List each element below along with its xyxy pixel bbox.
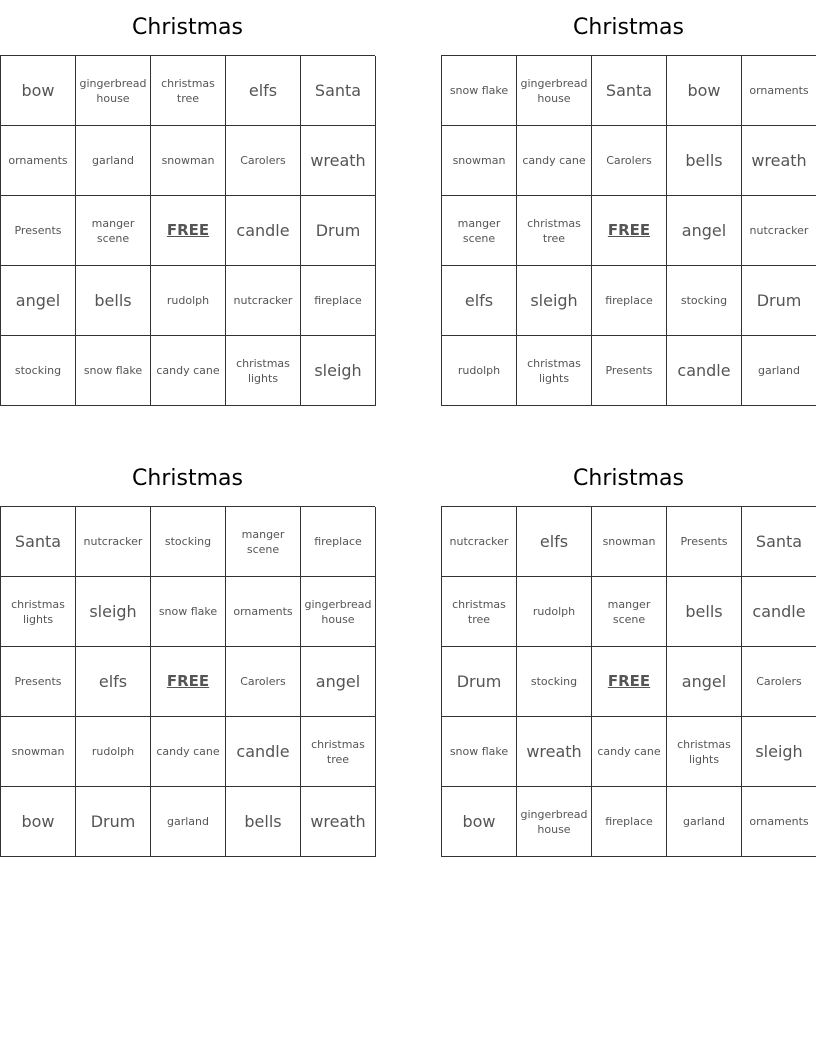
bingo-cell[interactable]: Santa [1,507,76,577]
bingo-cell[interactable]: snow flake [151,577,226,647]
bingo-cell[interactable]: christmas tree [442,577,517,647]
bingo-cell[interactable]: snowman [1,717,76,787]
bingo-cell[interactable]: ornaments [1,126,76,196]
bingo-cell[interactable]: christmas lights [517,336,592,406]
bingo-cell[interactable]: stocking [667,266,742,336]
bingo-cell[interactable]: wreath [301,787,376,857]
bingo-cell[interactable]: manger scene [592,577,667,647]
bingo-cell[interactable]: bells [226,787,301,857]
bingo-cell[interactable]: rudolph [442,336,517,406]
bingo-cell[interactable]: wreath [742,126,816,196]
bingo-cell[interactable]: candy cane [151,336,226,406]
bingo-cell[interactable]: stocking [517,647,592,717]
bingo-cell[interactable]: sleigh [517,266,592,336]
bingo-cell[interactable]: snowman [592,507,667,577]
bingo-cell[interactable]: angel [301,647,376,717]
bingo-cell[interactable]: candle [667,336,742,406]
bingo-cell[interactable]: fireplace [592,266,667,336]
bingo-grid [441,506,816,857]
bingo-cell[interactable]: Presents [1,647,76,717]
bingo-card-3 [0,451,375,857]
bingo-cell[interactable]: Drum [301,196,376,266]
bingo-cell[interactable]: gingerbread house [517,56,592,126]
bingo-cell[interactable]: snow flake [76,336,151,406]
free-space[interactable]: FREE [151,647,226,717]
bingo-cell[interactable]: christmas lights [1,577,76,647]
bingo-cell[interactable]: snow flake [442,56,517,126]
bingo-cell[interactable]: ornaments [226,577,301,647]
bingo-cell[interactable]: bells [667,577,742,647]
bingo-cell[interactable]: candle [742,577,816,647]
bingo-cell[interactable]: sleigh [301,336,376,406]
bingo-cell[interactable]: bells [667,126,742,196]
bingo-cell[interactable]: gingerbread house [76,56,151,126]
bingo-card-2 [441,0,816,406]
bingo-cell[interactable]: elfs [517,507,592,577]
bingo-cell[interactable]: Presents [1,196,76,266]
bingo-cell[interactable]: garland [667,787,742,857]
bingo-cell[interactable]: sleigh [76,577,151,647]
bingo-cell[interactable]: garland [151,787,226,857]
bingo-cell[interactable]: nutcracker [226,266,301,336]
free-space[interactable]: FREE [592,647,667,717]
bingo-cell[interactable]: garland [76,126,151,196]
free-space[interactable]: FREE [592,196,667,266]
bingo-cell[interactable]: elfs [76,647,151,717]
bingo-cell[interactable]: wreath [301,126,376,196]
bingo-cell[interactable]: bow [1,787,76,857]
bingo-cell[interactable]: fireplace [301,266,376,336]
bingo-cell[interactable]: rudolph [517,577,592,647]
bingo-cell[interactable]: nutcracker [742,196,816,266]
bingo-grid [0,55,375,406]
bingo-cell[interactable]: gingerbread house [517,787,592,857]
bingo-cell[interactable]: rudolph [76,717,151,787]
bingo-cell[interactable]: elfs [226,56,301,126]
bingo-cell[interactable]: nutcracker [76,507,151,577]
card-title: Christmas [573,466,684,491]
card-title: Christmas [573,15,684,40]
bingo-cell[interactable]: elfs [442,266,517,336]
bingo-cell[interactable]: Carolers [226,647,301,717]
bingo-cell[interactable]: Carolers [226,126,301,196]
bingo-cell[interactable]: christmas lights [226,336,301,406]
bingo-cell[interactable]: snowman [151,126,226,196]
bingo-cell[interactable]: Drum [442,647,517,717]
bingo-cell[interactable]: stocking [1,336,76,406]
bingo-cell[interactable]: manger scene [226,507,301,577]
bingo-cell[interactable]: christmas tree [151,56,226,126]
bingo-cell[interactable]: rudolph [151,266,226,336]
bingo-cell[interactable]: stocking [151,507,226,577]
card-title: Christmas [132,15,243,40]
bingo-cell[interactable]: candy cane [592,717,667,787]
bingo-cell[interactable]: Presents [667,507,742,577]
bingo-cell[interactable]: Carolers [592,126,667,196]
bingo-cell[interactable]: ornaments [742,787,816,857]
bingo-cell[interactable]: Santa [742,507,816,577]
bingo-cell[interactable]: manger scene [76,196,151,266]
bingo-cell[interactable]: fireplace [301,507,376,577]
free-space[interactable]: FREE [151,196,226,266]
bingo-cell[interactable]: bow [1,56,76,126]
bingo-cell[interactable]: ornaments [742,56,816,126]
bingo-cell[interactable]: gingerbread house [301,577,376,647]
bingo-cell[interactable]: angel [1,266,76,336]
bingo-cell[interactable]: candy cane [517,126,592,196]
bingo-cell[interactable]: Presents [592,336,667,406]
bingo-grid [441,55,816,406]
bingo-cell[interactable]: Santa [301,56,376,126]
bingo-grid [0,506,375,857]
bingo-cell[interactable]: christmas tree [301,717,376,787]
bingo-cell[interactable]: manger scene [442,196,517,266]
bingo-cell[interactable]: angel [667,196,742,266]
bingo-cell[interactable]: bow [667,56,742,126]
bingo-cell[interactable]: bow [442,787,517,857]
bingo-cell[interactable]: snow flake [442,717,517,787]
bingo-cell[interactable]: sleigh [742,717,816,787]
bingo-cell[interactable]: candle [226,717,301,787]
bingo-card-4 [441,451,816,857]
bingo-cell[interactable]: Drum [76,787,151,857]
bingo-cell[interactable]: christmas tree [517,196,592,266]
bingo-cell[interactable]: angel [667,647,742,717]
bingo-cell[interactable]: snowman [442,126,517,196]
bingo-cell[interactable]: fireplace [592,787,667,857]
bingo-cell[interactable]: garland [742,336,816,406]
bingo-cell[interactable]: nutcracker [442,507,517,577]
bingo-cell[interactable]: Santa [592,56,667,126]
bingo-cell[interactable]: candle [226,196,301,266]
bingo-cell[interactable]: Drum [742,266,816,336]
bingo-cell[interactable]: christmas lights [667,717,742,787]
bingo-card-1 [0,0,375,406]
bingo-cell[interactable]: candy cane [151,717,226,787]
bingo-cell[interactable]: bells [76,266,151,336]
bingo-cell[interactable]: wreath [517,717,592,787]
card-title: Christmas [132,466,243,491]
bingo-cell[interactable]: Carolers [742,647,816,717]
